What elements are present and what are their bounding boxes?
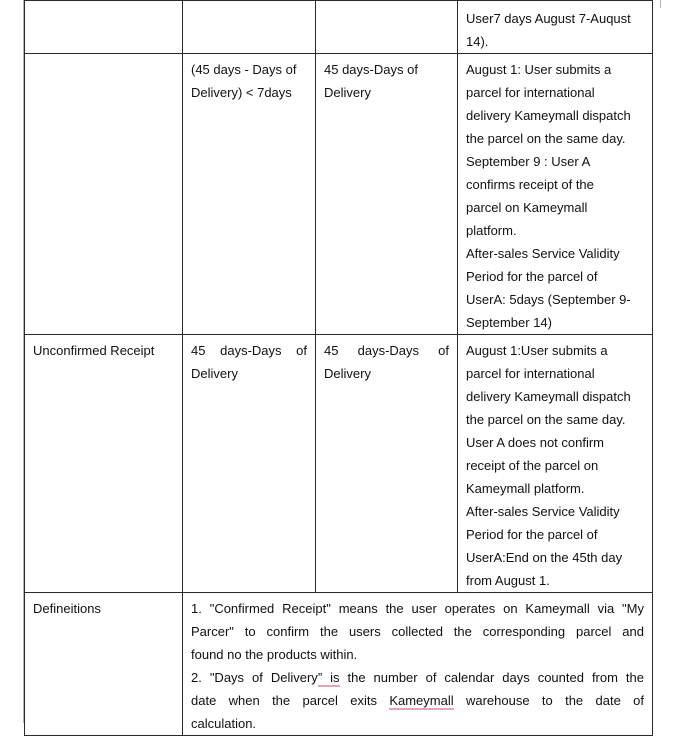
example-line: parcel for international (466, 85, 595, 100)
cell-example (458, 335, 653, 593)
example-line: the parcel on the same day. (466, 131, 626, 146)
validity-text: 45 days-Days of Delivery (324, 343, 449, 381)
example-line: After-sales Service Validity (466, 504, 620, 519)
spellcheck-marked-text: Kameymall (389, 693, 454, 708)
status-label: Unconfirmed Receipt (33, 343, 155, 358)
example-line: UserA:End on the 45th day (466, 550, 623, 565)
definition-text: warehouse to the date of (453, 693, 644, 708)
cell-definitions-label (25, 593, 183, 736)
cell-validity-period (316, 335, 458, 593)
cell-validity-period (316, 54, 458, 335)
validity-text: 45 days-Days of Delivery (324, 62, 418, 100)
cell-condition (183, 335, 316, 593)
condition-text: 45 days-Days of Delivery (191, 343, 307, 381)
definitions-label: Defineitions (33, 601, 101, 616)
condition-text: (45 days - Days of Delivery) < 7days (191, 62, 297, 100)
example-line: parcel for international (466, 366, 595, 381)
page-margin-right (660, 0, 661, 8)
example-line: UserA: 5days (September 9- (466, 292, 631, 307)
table-row-confirmed-less-than-7 (25, 54, 653, 335)
example-line: September 9 : User A (466, 154, 591, 169)
example-line: parcel on Kameymall (466, 200, 588, 215)
cell-example (458, 54, 653, 335)
example-line: August 1: User submits a (466, 62, 612, 77)
definition-line: found no the products within. (191, 647, 358, 662)
spellcheck-marked-text: ” is (317, 670, 340, 685)
cell-definitions-body (183, 593, 653, 736)
definition-line (191, 689, 644, 712)
cell-validity-period (316, 1, 458, 54)
definition-line (191, 666, 644, 689)
example-line: September 14) (466, 315, 552, 330)
example-text: User7 days August 7-Auqust 14). (466, 11, 631, 49)
definition-text: 2. "Days of Delivery (191, 670, 318, 685)
example-line: August 1:User submits a (466, 343, 608, 358)
example-line: delivery Kameymall dispatch (466, 108, 631, 123)
definition-text: date when the parcel exits (191, 693, 390, 708)
example-line: the parcel on the same day. (466, 412, 626, 427)
cell-example (458, 1, 653, 54)
cell-condition (183, 1, 316, 54)
cell-condition (183, 54, 316, 335)
example-line: receipt of the parcel on (466, 458, 599, 473)
example-line: After-sales Service Validity (466, 246, 620, 261)
after-sales-policy-table (24, 0, 653, 736)
definition-text: the number of calendar days counted from the (339, 670, 644, 685)
cell-status (25, 54, 183, 335)
example-line: from August 1. (466, 573, 550, 588)
example-line: delivery Kameymall dispatch (466, 389, 631, 404)
definition-line: Parcer" to confirm the users collected the corresponding parcel and (191, 624, 644, 639)
cell-status (25, 1, 183, 54)
example-line: confirms receipt of the (466, 177, 594, 192)
example-line: Period for the parcel of (466, 269, 598, 284)
table-row-continuation (25, 1, 653, 54)
example-line: platform. (466, 223, 517, 238)
example-line: Kameymall platform. (466, 481, 585, 496)
cell-status (25, 335, 183, 593)
example-line: Period for the parcel of (466, 527, 598, 542)
table-row-definitions (25, 593, 653, 736)
definition-line: 1. "Confirmed Receipt" means the user operates on Kameymall via "My (191, 601, 644, 616)
table-row-unconfirmed-receipt (25, 335, 653, 593)
definition-line: calculation. (191, 716, 257, 731)
example-line: User A does not confirm (466, 435, 605, 450)
